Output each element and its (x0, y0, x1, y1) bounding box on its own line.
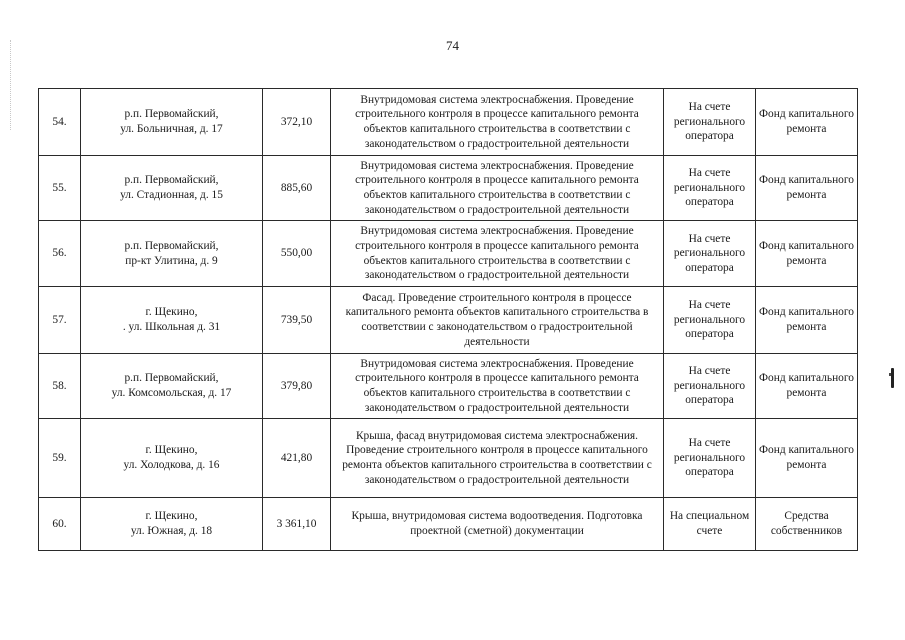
area-cell: 885,60 (263, 156, 331, 221)
work-description-cell: Крыша, фасад внутридомовая система электроснабжения. Проведение строительного контроля в процессе капитального ремонта объектов капитального строительства в соответствии с законодательством о градостроительной деятельности (331, 419, 664, 498)
account-cell: На счете регионального оператора (664, 354, 756, 419)
work-description-cell: Внутридомовая система электроснабжения. Проведение строительного контроля в процессе капитального ремонта объектов капитального строительства в соответствии с законодательством о градостроительной деятельности (331, 354, 664, 419)
address-street: ул. Комсомольская, д. 17 (111, 387, 232, 399)
row-number: 54. (39, 89, 81, 156)
funding-source-cell: Фонд капитального ремонта (756, 287, 858, 354)
row-number: 60. (39, 498, 81, 551)
address-locality: г. Щекино, (145, 306, 198, 319)
row-number: 58. (39, 354, 81, 419)
table-row (39, 419, 858, 498)
address-cell (81, 156, 263, 221)
funding-source-cell: Фонд капитального ремонта (756, 156, 858, 221)
account-cell: На специальном счете (664, 498, 756, 551)
work-description-cell: Внутридомовая система электроснабжения. Проведение строительного контроля в процессе капитального ремонта объектов капитального строительства в соответствии с законодательством о градостроительной деятельности (331, 156, 664, 221)
address-locality: г. Щекино, (145, 510, 198, 523)
row-number: 56. (39, 221, 81, 287)
funding-source-cell: Фонд капитального ремонта (756, 419, 858, 498)
funding-source-cell: Фонд капитального ремонта (756, 89, 858, 156)
scan-artifact-mark (891, 368, 894, 388)
work-description-cell: Крыша, внутридомовая система водоотведения. Подготовка проектной (сметной) документации (331, 498, 664, 551)
account-cell: На счете регионального оператора (664, 287, 756, 354)
account-cell: На счете регионального оператора (664, 419, 756, 498)
address-locality: г. Щекино, (145, 444, 198, 457)
address-locality: р.п. Первомайский, (124, 174, 219, 187)
address-street: ул. Южная, д. 18 (130, 525, 213, 537)
address-locality: р.п. Первомайский, (124, 108, 219, 121)
funding-source-cell: Средства собственников (756, 498, 858, 551)
address-cell (81, 354, 263, 419)
account-cell: На счете регионального оператора (664, 221, 756, 287)
area-cell: 372,10 (263, 89, 331, 156)
area-cell: 379,80 (263, 354, 331, 419)
area-cell: 739,50 (263, 287, 331, 354)
address-cell (81, 89, 263, 156)
funding-source-cell: Фонд капитального ремонта (756, 354, 858, 419)
table-row (39, 287, 858, 354)
row-number: 59. (39, 419, 81, 498)
address-locality: р.п. Первомайский, (124, 239, 219, 252)
work-description-cell: Фасад. Проведение строительного контроля в процессе капитального ремонта объектов капитального строительства в соответствии с законодательством о градостроительной деятельности (331, 287, 664, 354)
address-street: ул. Больничная, д. 17 (120, 123, 223, 135)
table-row (39, 354, 858, 419)
address-cell (81, 498, 263, 551)
address-street: пр-кт Улитина, д. 9 (125, 254, 218, 267)
area-cell: 550,00 (263, 221, 331, 287)
area-cell: 421,80 (263, 419, 331, 498)
repair-program-table (38, 88, 858, 551)
page-number: 74 (446, 38, 459, 53)
table-row (39, 498, 858, 551)
work-description-cell: Внутридомовая система электроснабжения. Проведение строительного контроля в процессе капитального ремонта объектов капитального строительства в соответствии с законодательством о градостроительной деятельности (331, 89, 664, 156)
account-cell: На счете регионального оператора (664, 156, 756, 221)
account-cell: На счете регионального оператора (664, 89, 756, 156)
table-row (39, 221, 858, 287)
address-cell (81, 287, 263, 354)
funding-source-cell: Фонд капитального ремонта (756, 221, 858, 287)
address-street: . ул. Школьная д. 31 (122, 321, 221, 333)
row-number: 57. (39, 287, 81, 354)
address-street: ул. Стадионная, д. 15 (120, 189, 223, 201)
address-locality: р.п. Первомайский, (124, 372, 219, 385)
table-row (39, 156, 858, 221)
scan-artifact-mark (889, 373, 891, 376)
row-number: 55. (39, 156, 81, 221)
area-cell: 3 361,10 (263, 498, 331, 551)
work-description-cell: Внутридомовая система электроснабжения. Проведение строительного контроля в процессе капитального ремонта объектов капитального строительства в соответствии с законодательством о градостроительной деятельности (331, 221, 664, 287)
address-street: ул. Холодкова, д. 16 (123, 459, 220, 471)
address-cell (81, 419, 263, 498)
table-row (39, 89, 858, 156)
address-cell (81, 221, 263, 287)
